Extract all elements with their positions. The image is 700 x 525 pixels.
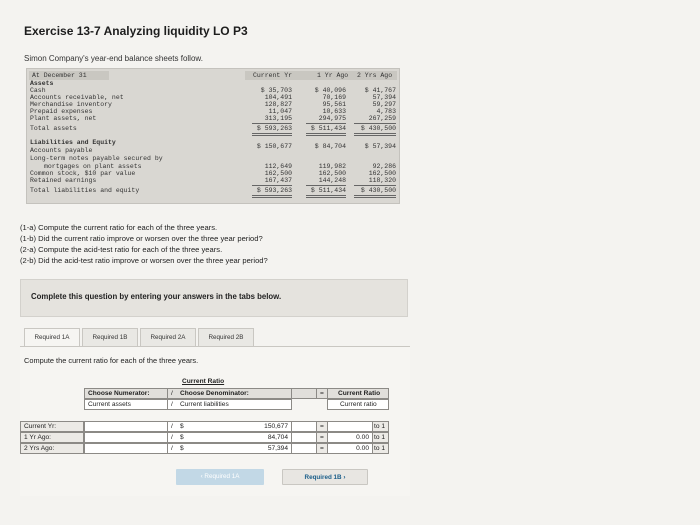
filler-cell <box>291 443 317 454</box>
to1-label: to 1 <box>374 445 385 452</box>
tab-required-2a[interactable]: Required 2A <box>140 328 196 346</box>
result-label: Current ratio <box>340 401 377 408</box>
slash-symbol: / <box>171 390 173 397</box>
prev-tab-label: Required 1A <box>204 473 240 480</box>
bs-value: $ 511,434 <box>306 187 346 198</box>
row-label: 1 Yr Ago: <box>24 434 52 441</box>
dollar-sign: $ <box>180 434 184 441</box>
row-label-cell <box>20 421 84 432</box>
bs-value: 162,500 <box>264 170 292 177</box>
result-head: Current Ratio <box>338 390 381 397</box>
denominator-amount: 150,677 <box>264 423 288 430</box>
col-1yr-ago: 1 Yr Ago <box>317 72 349 79</box>
to1-label: to 1 <box>374 434 385 441</box>
slash-symbol: / <box>171 445 173 452</box>
bs-value: $ 84,704 <box>314 143 346 150</box>
filler-cell <box>291 421 317 432</box>
bs-value: 95,561 <box>322 101 346 108</box>
bs-value: 57,394 <box>372 94 396 101</box>
bs-value: $ 35,703 <box>260 87 292 94</box>
bs-label: Common stock, $10 par value <box>30 170 136 177</box>
numerator-input[interactable] <box>84 432 168 443</box>
liabilities-heading: Liabilities and Equity <box>30 139 116 146</box>
bs-row-total <box>30 125 398 133</box>
bs-label: Prepaid expenses <box>30 108 93 115</box>
bs-value: 59,297 <box>372 101 396 108</box>
bs-value: $ 57,394 <box>364 143 396 150</box>
row-label: Current Yr: <box>24 423 57 430</box>
denominator-select[interactable] <box>167 399 292 410</box>
bs-value: $ 430,500 <box>354 125 396 136</box>
denominator-amount: 84,704 <box>267 434 288 441</box>
date-header: At December 31 <box>32 72 87 79</box>
equals-symbol: = <box>320 423 324 430</box>
col-current-yr: Current Yr <box>253 72 293 79</box>
equals-symbol: = <box>320 445 324 452</box>
to1-label: to 1 <box>374 423 385 430</box>
question-item: (2-b) Did the acid-test ratio improve or worsen over the three year period? <box>20 256 268 265</box>
row-label-cell <box>20 443 84 454</box>
row-label: 2 Yrs Ago: <box>24 445 55 452</box>
result-label-cell <box>327 399 389 410</box>
denominator-value: Current liabilities <box>180 401 229 408</box>
bs-value: 313,195 <box>252 115 292 124</box>
bs-value: $ 40,096 <box>314 87 346 94</box>
question-item: (1-b) Did the current ratio improve or worsen over the three year period? <box>20 234 263 243</box>
denominator-input[interactable] <box>167 443 292 454</box>
bs-label: Plant assets, net <box>30 115 97 122</box>
equals-symbol: = <box>320 434 324 441</box>
question-item: (2-a) Compute the acid-test ratio for each of the three years. <box>20 245 223 254</box>
bs-label: Merchandise inventory <box>30 101 112 108</box>
numerator-head-cell <box>84 388 168 399</box>
chevron-left-icon: ‹ <box>200 473 203 480</box>
bs-value: 167,437 <box>252 177 292 186</box>
page-title: Exercise 13-7 Analyzing liquidity LO P3 <box>24 24 248 38</box>
bs-value: 118,320 <box>354 177 396 186</box>
bs-row <box>30 143 398 155</box>
denominator-input[interactable] <box>167 421 292 432</box>
bs-value: 144,248 <box>306 177 346 186</box>
bs-label: Total liabilities and equity <box>30 187 140 194</box>
to1-cell <box>372 421 389 432</box>
equals-symbol: = <box>320 390 324 397</box>
numerator-input[interactable] <box>84 443 168 454</box>
bs-row <box>30 177 398 185</box>
next-tab-button[interactable] <box>282 469 368 485</box>
bs-row <box>30 155 398 163</box>
bs-label: Total assets <box>30 125 77 132</box>
ratio-value: 0.00 <box>356 445 369 452</box>
dollar-sign: $ <box>180 445 184 452</box>
denominator-head-cell <box>167 388 292 399</box>
instructions-box <box>20 279 408 317</box>
question-list <box>20 222 268 266</box>
numerator-value: Current assets <box>88 401 131 408</box>
numerator-head: Choose Numerator: <box>88 390 150 397</box>
bs-value: $ 593,263 <box>252 125 292 136</box>
bs-value: $ 150,677 <box>256 143 292 150</box>
tab-required-1b[interactable]: Required 1B <box>82 328 138 346</box>
tab-required-1a[interactable]: Required 1A <box>24 328 80 346</box>
bs-value: 162,500 <box>318 170 346 177</box>
bs-value: 104,491 <box>264 94 292 101</box>
next-tab-label: Required 1B <box>304 474 342 481</box>
denominator-input[interactable] <box>167 432 292 443</box>
bs-label: Accounts payable <box>30 147 93 154</box>
panel-question: Compute the current ratio for each of the three years. <box>24 356 199 365</box>
instructions-text: Complete this question by entering your answers in the tabs below. <box>31 292 282 301</box>
col-2yrs-ago: 2 Yrs Ago <box>357 72 393 79</box>
slash-symbol: / <box>171 423 173 430</box>
ratio-output <box>327 421 373 432</box>
bs-row <box>30 115 398 123</box>
bs-value: 128,827 <box>264 101 292 108</box>
bs-value: 294,975 <box>306 115 346 124</box>
bs-value: 92,286 <box>372 163 396 170</box>
bs-row-total <box>30 187 398 195</box>
bs-value: 4,783 <box>376 108 396 115</box>
filler-cell <box>291 432 317 443</box>
ratio-value: 0.00 <box>356 434 369 441</box>
denominator-head: Choose Denominator: <box>180 390 249 397</box>
ratio-group-title: Current Ratio <box>182 378 225 385</box>
dollar-sign: $ <box>180 423 184 430</box>
to1-cell <box>372 443 389 454</box>
bs-value: 267,259 <box>354 115 396 124</box>
slash-symbol: / <box>171 434 173 441</box>
balance-sheet <box>26 68 400 204</box>
numerator-select[interactable] <box>84 399 168 410</box>
bs-label: Accounts receivable, net <box>30 94 124 101</box>
numerator-input[interactable] <box>84 421 168 432</box>
ratio-output <box>327 443 373 454</box>
bs-value: 119,982 <box>318 163 346 170</box>
bs-value: 70,169 <box>322 94 346 101</box>
row-label-cell <box>20 432 84 443</box>
question-item: (1-a) Compute the current ratio for each of the three years. <box>20 223 218 232</box>
bs-label: Retained earnings <box>30 177 97 184</box>
bs-value: $ 430,500 <box>354 187 396 198</box>
bs-label: Cash <box>30 87 46 94</box>
bs-value: $ 41,767 <box>364 87 396 94</box>
prev-tab-button[interactable] <box>176 469 264 485</box>
bs-value: 11,047 <box>268 108 292 115</box>
to1-cell <box>372 432 389 443</box>
bs-value: $ 593,263 <box>252 187 292 198</box>
result-head-cell <box>327 388 389 399</box>
chevron-right-icon: › <box>343 474 346 481</box>
assets-heading: Assets <box>30 80 54 87</box>
ratio-output <box>327 432 373 443</box>
bs-label: mortgages on plant assets <box>44 163 142 170</box>
tab-required-2b[interactable]: Required 2B <box>198 328 254 346</box>
denominator-amount: 57,394 <box>267 445 288 452</box>
intro-text: Simon Company's year-end balance sheets follow. <box>24 54 203 63</box>
bs-value: 112,649 <box>264 163 292 170</box>
bs-label: Long-term notes payable secured by <box>30 155 163 162</box>
bs-value: 162,500 <box>368 170 396 177</box>
bs-value: $ 511,434 <box>306 125 346 136</box>
slash-symbol: / <box>171 401 173 408</box>
bs-value: 10,633 <box>322 108 346 115</box>
